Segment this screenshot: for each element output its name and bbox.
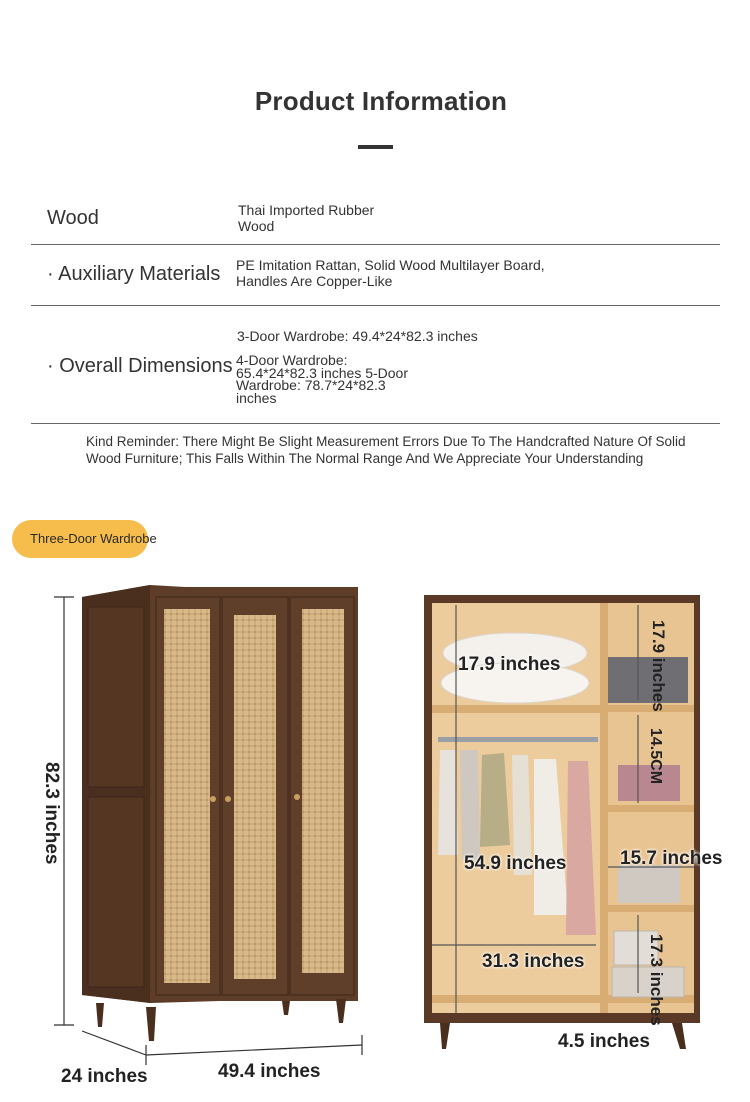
spec-value-line: 4-Door Wardrobe: (236, 352, 348, 368)
right-bottom-dimension-label: 17.3 inches (647, 934, 666, 1026)
right-mid-dimension-label: 14.5CM (647, 728, 664, 785)
bottom-width-dimension-label: 31.3 inches (482, 951, 585, 972)
right-width-dimension-label: 15.7 inches (620, 848, 723, 869)
right-top-dimension-label: 17.9 inches (649, 620, 668, 712)
width-dimension-label: 49.4 inches (218, 1061, 321, 1082)
spec-label-materials: · Auxiliary Materials (47, 263, 221, 285)
title-underline (358, 145, 393, 149)
spec-value-wood (238, 202, 374, 234)
spec-value-line: Wood (238, 218, 275, 234)
wardrobe-open-illustration (400, 575, 750, 1102)
top-shelf-dimension-label: 17.9 inches (458, 654, 561, 675)
kind-reminder (86, 434, 716, 467)
spec-value-line: 65.4*24*82.3 inches 5-Door (236, 364, 409, 381)
spec-value-line: inches (236, 389, 277, 406)
reminder-line: Kind Reminder: There Might Be Slight Measurement Errors Due To The Handcrafted Nature Of Solid (86, 434, 686, 449)
spec-label-dimensions: · Overall Dimensions (47, 355, 233, 377)
reminder-line: Wood Furniture; This Falls Within The Normal Range And We Appreciate Your Understanding (86, 450, 644, 466)
divider (31, 423, 720, 424)
spec-label-wood: Wood (47, 207, 99, 229)
hanging-height-dimension-label: 54.9 inches (464, 853, 567, 874)
leg-height-dimension-label: 4.5 inches (558, 1031, 650, 1052)
depth-dimension-label: 24 inches (61, 1066, 148, 1087)
spec-value-dimensions-rest (236, 354, 408, 404)
spec-value-line: Wardrobe: 78.7*24*82.3 (236, 377, 386, 393)
page-title: Product Information (254, 86, 508, 116)
spec-value-dimensions-line1: 3-Door Wardrobe: 49.4*24*82.3 inches (237, 328, 478, 344)
spec-value-line: Thai Imported Rubber (238, 202, 375, 218)
spec-value-line: Handles Are Copper-Like (236, 273, 393, 289)
spec-value-materials (236, 257, 545, 289)
divider (31, 244, 720, 245)
spec-value-line: PE Imitation Rattan, Solid Wood Multilayer Board, (236, 257, 545, 273)
divider (31, 305, 720, 306)
wardrobe-type-label: Three-Door Wardrobe (30, 531, 157, 546)
height-dimension-label: 82.3 inches (41, 762, 62, 865)
